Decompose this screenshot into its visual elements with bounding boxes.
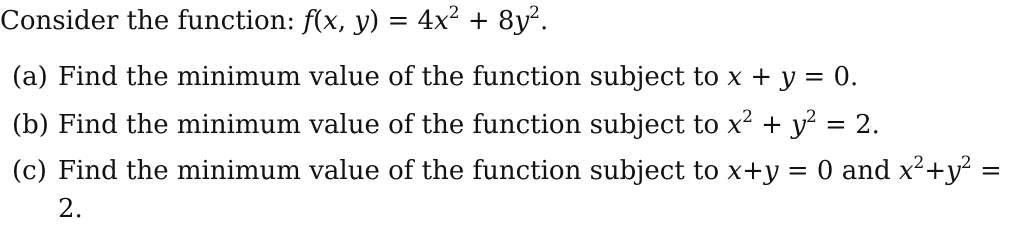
part-c-label: (c) <box>12 156 47 186</box>
function-name: f <box>303 6 314 36</box>
function-y: y <box>514 6 530 36</box>
part-c-plus: + <box>742 156 764 186</box>
part-b-x-exponent: 2 <box>742 107 753 127</box>
part-a-plus: + <box>742 62 781 92</box>
part-b-plus: + <box>752 110 792 140</box>
part-c-continuation <box>58 196 83 222</box>
part-b-y-exponent: 2 <box>805 107 817 127</box>
part-c-y2: y <box>946 156 961 186</box>
part-a-y: y <box>780 62 796 92</box>
part-b <box>12 107 880 140</box>
intro-text: Consider the function: <box>0 6 304 36</box>
part-c <box>12 153 1002 186</box>
part-b-text: Find the minimum value of the function subject to <box>58 110 728 140</box>
part-b-rest: = 2. <box>816 110 880 140</box>
part-c-plus2: + <box>924 156 947 186</box>
function-y-exponent: 2 <box>529 3 540 23</box>
part-c-x: x <box>727 156 743 186</box>
part-b-y: y <box>791 110 806 140</box>
part-a <box>12 64 858 90</box>
part-c-y: y <box>763 156 779 186</box>
part-a-label: (a) <box>12 62 48 92</box>
function-x: x <box>434 6 449 36</box>
part-c-rest: = <box>971 156 1002 186</box>
part-a-text: Find the minimum value of the function subject to <box>58 62 728 92</box>
part-c-text: Find the minimum value of the function subject to <box>58 156 728 186</box>
part-b-x: x <box>727 110 743 140</box>
function-period: . <box>539 6 549 36</box>
part-b-label: (b) <box>12 110 49 140</box>
function-eq: = 4 <box>379 6 435 36</box>
problem-intro <box>0 3 549 36</box>
function-plus: + 8 <box>459 6 515 36</box>
part-a-x: x <box>727 62 743 92</box>
function-args: (x, y) <box>313 6 380 36</box>
part-c-y2-exponent: 2 <box>960 153 972 173</box>
function-x-exponent: 2 <box>448 3 460 23</box>
part-c-mid: = 0 and <box>778 156 899 186</box>
part-c-continuation-text: 2. <box>58 194 83 224</box>
part-c-x2: x <box>898 156 914 186</box>
part-c-x2-exponent: 2 <box>913 153 925 173</box>
part-a-rest: = 0. <box>795 62 859 92</box>
